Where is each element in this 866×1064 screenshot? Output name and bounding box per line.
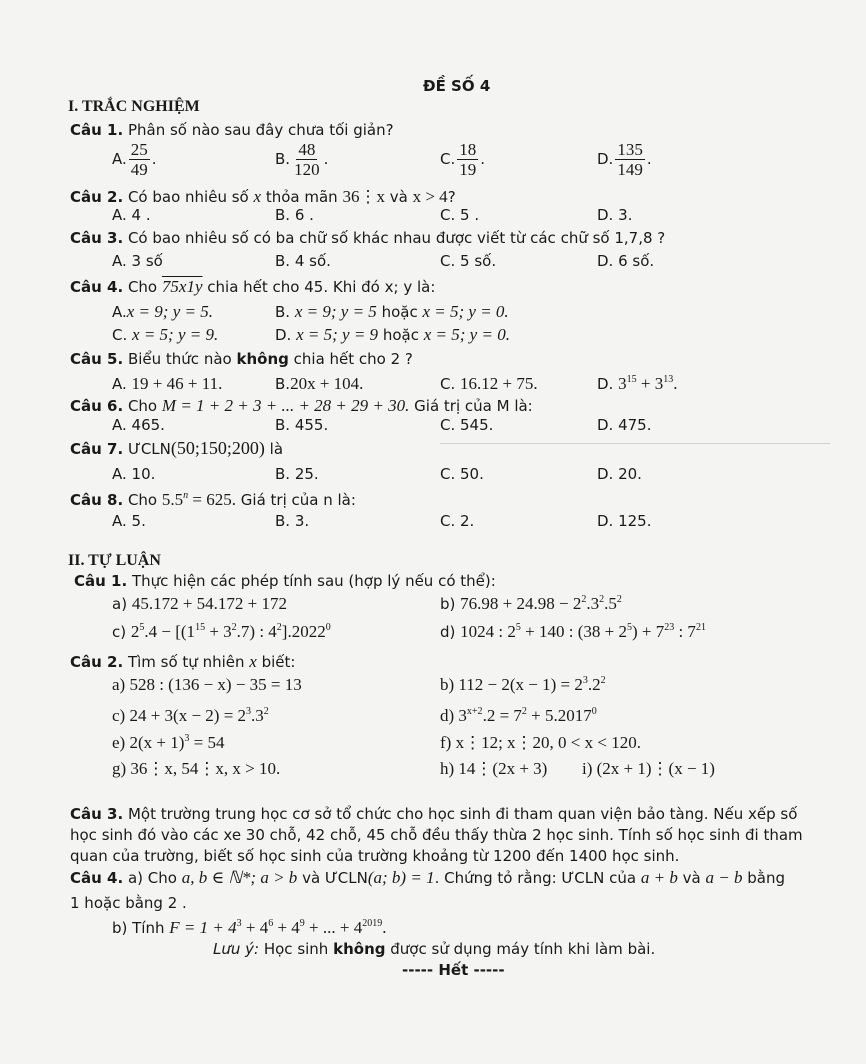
question-text: Một trường trung học cơ sở tổ chức cho học sinh đi tham quan viện bảo tàng. Nếu xếp số	[127, 805, 798, 823]
option-a: A. 5.	[112, 512, 146, 530]
condition: x > 4	[412, 187, 448, 206]
problem-2-f: f) x⋮12; x⋮20, 0 < x < 120.	[440, 733, 641, 752]
exponent: 0	[325, 622, 331, 633]
exponent: 2	[616, 594, 622, 605]
exponent: 9	[299, 918, 305, 929]
problem-4-line-2: 1 hoặc bằng 2 .	[70, 894, 187, 912]
expression: .2	[587, 675, 601, 694]
option-math: 20x + 104.	[290, 374, 364, 393]
section-multiple-choice: I. TRẮC NGHIỆM	[68, 98, 200, 115]
question-text: Cho	[127, 491, 158, 509]
question-text: thỏa mãn	[265, 188, 338, 206]
option-c: C. $\frac{18}{19}$ .	[440, 140, 486, 179]
option-c: C. 5 .	[440, 206, 480, 224]
question-text: Phân số nào sau đây chưa tối giản?	[127, 121, 394, 139]
expression: ].2022	[281, 622, 326, 641]
problem-3-line-2: học sinh đó vào các xe 30 chỗ, 42 chỗ, 45 chỗ đều thấy thừa 2 học sinh. Tính số học sinh đi tham	[70, 826, 803, 844]
expression: c) 24 + 3(x − 2) = 2	[112, 706, 247, 725]
expression: = 54	[189, 733, 225, 752]
expression: .4 − [(1	[144, 622, 196, 641]
problem-4	[70, 868, 785, 888]
problem-3	[70, 805, 797, 823]
exponent: 3	[236, 918, 242, 929]
option-d	[597, 374, 677, 394]
problem-1-d	[440, 622, 706, 642]
question-label: Câu 7.	[70, 440, 124, 458]
base: 3	[654, 374, 664, 393]
option-letter: B.	[275, 150, 291, 168]
faint-line	[440, 443, 830, 444]
question-5	[70, 350, 413, 368]
expression: d) 3	[440, 706, 467, 725]
expression: + ... + 4	[304, 918, 363, 937]
expression: + 4	[241, 918, 269, 937]
expression: 2	[130, 622, 140, 641]
exponent: 13	[663, 374, 674, 385]
question-label: Câu 1.	[70, 121, 124, 139]
option-letter: D.	[275, 326, 292, 344]
question-text: Giá trị của M là:	[414, 397, 533, 415]
question-text: và	[389, 188, 408, 206]
option-a: A. 10.	[112, 465, 156, 483]
question-label: Câu 2.	[70, 653, 124, 671]
option-b: B. 455.	[275, 416, 329, 434]
option-d: D. 475.	[597, 416, 652, 434]
base: 3	[618, 374, 627, 393]
option-c	[440, 374, 538, 394]
problem-1	[74, 572, 496, 590]
option-b: B. 3.	[275, 512, 310, 530]
variable: x	[249, 652, 257, 671]
option-letter: A.	[112, 150, 127, 168]
question-text: chia hết cho 45. Khi đó x; y là:	[207, 278, 436, 296]
expression: .3	[586, 594, 600, 613]
exponent: 15	[195, 622, 206, 633]
question-text: Giá trị của n là:	[240, 491, 356, 509]
option-math: x = 9; y = 5.	[126, 302, 213, 321]
option-d: D. 125.	[597, 512, 652, 530]
exponent: 6	[268, 918, 274, 929]
question-label: Câu 8.	[70, 491, 124, 509]
expression: 1024 : 2	[460, 622, 516, 641]
option-letter: B.	[275, 375, 291, 393]
exponent: 2	[599, 594, 605, 605]
page-title: ĐỀ SỐ 4	[423, 77, 491, 95]
expression: b) 112 − 2(x − 1) = 2	[440, 675, 583, 694]
part-label: d)	[440, 623, 456, 641]
denominator: 120	[294, 160, 320, 179]
option-b: B. 25.	[275, 465, 319, 483]
exponent: 5	[139, 622, 145, 633]
problem-1-c	[112, 622, 331, 642]
option-math: 19 + 46 + 11.	[131, 374, 223, 393]
period: .	[673, 374, 678, 393]
problem-2-i: i) (2x + 1)⋮(x − 1)	[582, 759, 715, 778]
question-1	[70, 121, 394, 139]
question-text: biết:	[261, 653, 296, 671]
expression: .5	[604, 594, 617, 613]
note-text: được sử dụng máy tính khi làm bài.	[390, 940, 656, 958]
expression: .2 = 7	[482, 706, 522, 725]
option-d	[275, 325, 510, 345]
exponent: 15	[626, 374, 637, 385]
option-text: hoặc	[381, 303, 418, 321]
option-math: x = 5; y = 9	[296, 325, 379, 344]
problem-2-a: a) 528 : (136 − x) − 35 = 13	[112, 675, 302, 694]
question-text: Cho	[127, 397, 158, 415]
end-marker: ----- Hết -----	[402, 961, 505, 979]
question-2	[70, 187, 456, 207]
question-label: Câu 2.	[70, 188, 124, 206]
question-6	[70, 396, 533, 416]
exponent: 5	[515, 622, 521, 633]
exponent: 0	[591, 706, 597, 717]
problem-2-h: h) 14⋮(2x + 3)	[440, 759, 548, 778]
expression: M = 1 + 2 + 3 + ... + 28 + 29 + 30.	[161, 396, 410, 415]
expression: (a; b) = 1	[367, 868, 435, 887]
fraction	[457, 140, 478, 179]
operator: +	[636, 374, 655, 393]
exponent: 5	[626, 622, 632, 633]
option-d: D. 20.	[597, 465, 642, 483]
part-label: a)	[112, 595, 128, 613]
problem-1-b	[440, 594, 622, 614]
option-math: x = 5; y = 0.	[423, 325, 510, 344]
question-label: Câu 1.	[74, 572, 128, 590]
question-label: Câu 4.	[70, 869, 124, 887]
note	[213, 940, 655, 958]
option-letter: A.	[112, 303, 127, 321]
question-7	[70, 438, 283, 459]
option-c: C. 50.	[440, 465, 484, 483]
question-text: ƯCLN	[127, 440, 171, 458]
option-c: C. 545.	[440, 416, 494, 434]
denominator: 49	[130, 160, 148, 179]
expression: .7) : 4	[236, 622, 277, 641]
note-emphasis: không	[333, 940, 386, 958]
expression: .3	[251, 706, 264, 725]
part-label: b)	[440, 595, 456, 613]
problem-3-line-3: quan của trường, biết số học sinh của trường khoảng từ 1200 đến 1400 học sinh.	[70, 847, 680, 865]
option-a	[112, 374, 222, 394]
question-text: là	[269, 440, 284, 458]
question-mark: ?	[447, 188, 456, 206]
question-3	[70, 229, 665, 247]
expression: + 3	[205, 622, 232, 641]
note-text: Học sinh	[259, 940, 329, 958]
exponent: 23	[664, 622, 675, 633]
question-text: Biểu thức nào	[127, 350, 232, 368]
fraction	[129, 140, 150, 179]
part-label: b) Tính	[112, 919, 165, 937]
question-text: Có bao nhiêu số	[127, 188, 249, 206]
question-text: Thực hiện các phép tính sau (hợp lý nếu có thể):	[131, 572, 496, 590]
number-overline: 75x1y	[161, 277, 203, 296]
exponent: n	[183, 490, 189, 501]
question-text: chia hết cho 2 ?	[293, 350, 413, 368]
option-d: D. 3.	[597, 206, 633, 224]
option-letter: C.	[440, 375, 456, 393]
exponent: 3	[184, 733, 190, 744]
option-letter: B.	[275, 303, 291, 321]
exponent: 21	[695, 622, 706, 633]
question-emphasis: không	[236, 350, 289, 368]
question-text: Cho	[127, 278, 158, 296]
section-essay: II. TỰ LUẬN	[68, 552, 161, 569]
option-letter: D.	[597, 150, 614, 168]
option-a: A. 4 .	[112, 206, 151, 224]
option-b	[275, 302, 509, 322]
exponent: 2	[581, 594, 587, 605]
fraction	[615, 140, 645, 179]
exponent: 2019	[362, 918, 383, 929]
expression: + 4	[273, 918, 300, 937]
exponent: 2	[263, 706, 269, 717]
question-text: Tìm số tự nhiên	[127, 653, 245, 671]
exponent: 2	[600, 675, 606, 686]
condition: 36⋮x	[342, 187, 385, 206]
expression: + 5.2017	[526, 706, 592, 725]
question-text: a) Cho	[127, 869, 177, 887]
expression: + 140 : (38 + 2	[520, 622, 627, 641]
option-letter: C.	[440, 150, 456, 168]
option-a: A. 465.	[112, 416, 165, 434]
exponent: 3	[246, 706, 252, 717]
question-text: Có bao nhiêu số có ba chữ số khác nhau được viết từ các chữ số 1,7,8 ?	[127, 229, 666, 247]
question-label: Câu 3.	[70, 805, 124, 823]
option-b: B. $\frac{48}{120}$ .	[275, 140, 329, 179]
denominator: 19	[459, 160, 477, 179]
option-letter: C.	[112, 326, 128, 344]
problem-2-c	[112, 706, 269, 726]
problem-1-a	[112, 594, 287, 614]
option-math: x = 5; y = 9.	[132, 325, 219, 344]
option-math: 16.12 + 75.	[460, 374, 538, 393]
option-math: x = 5; y = 0.	[422, 302, 509, 321]
exponent: 2	[521, 706, 527, 717]
problem-2-e	[112, 733, 224, 753]
numerator: 135	[617, 140, 643, 159]
problem-2-b	[440, 675, 606, 695]
part-label: c)	[112, 623, 127, 641]
expression: 45.172 + 54.172 + 172	[131, 594, 288, 613]
option-d: D. 6 số.	[597, 252, 655, 270]
question-text: và ƯCLN	[302, 869, 368, 887]
question-label: Câu 3.	[70, 229, 124, 247]
question-text: bằng	[747, 869, 785, 887]
question-text: . Chứng tỏ rằng: ƯCLN của	[434, 869, 637, 887]
variable: x	[253, 187, 262, 206]
option-b: B. 4 số.	[275, 252, 331, 270]
option-b: B. 6 .	[275, 206, 314, 224]
question-label: Câu 5.	[70, 350, 124, 368]
expression: ) + 7	[631, 622, 665, 641]
expression: .	[382, 918, 387, 937]
option-c: C. 2.	[440, 512, 475, 530]
question-4	[70, 277, 435, 297]
question-label: Câu 4.	[70, 278, 124, 296]
option-letter: D.	[597, 375, 614, 393]
expression: : 7	[674, 622, 696, 641]
problem-4-b	[112, 918, 386, 938]
question-label: Câu 6.	[70, 397, 124, 415]
expression: F = 1 + 4	[169, 918, 237, 937]
expression: 5.5	[161, 490, 184, 509]
expression: a − b	[705, 868, 743, 887]
exponent: 2	[276, 622, 282, 633]
problem-2	[70, 652, 295, 672]
expression: = 625.	[188, 490, 236, 509]
option-a: A. 3 số	[112, 252, 163, 270]
option-d: D. $\frac{135}{149}$ .	[597, 140, 652, 179]
expression: a, b ∈ ℕ*; a > b	[181, 868, 298, 887]
expression: 76.98 + 24.98 − 2	[460, 594, 582, 613]
problem-2-d	[440, 706, 597, 726]
option-a: A. $\frac{25}{49}$ .	[112, 140, 157, 179]
exponent: x+2	[466, 706, 483, 717]
option-math: x = 9; y = 5	[294, 302, 377, 321]
numerator: 48	[298, 140, 316, 159]
exponent: 3	[582, 675, 588, 686]
expression: e) 2(x + 1)	[112, 733, 185, 752]
exponent: 2	[231, 622, 237, 633]
fraction	[292, 140, 322, 179]
option-c	[112, 325, 218, 345]
option-a	[112, 302, 213, 322]
numerator: 25	[130, 140, 148, 159]
expression: (50;150;200)	[170, 438, 265, 458]
option-c: C. 5 số.	[440, 252, 497, 270]
problem-2-g: g) 36⋮x, 54⋮x, x > 10.	[112, 759, 281, 778]
numerator: 18	[459, 140, 477, 159]
question-text: và	[682, 869, 701, 887]
option-b	[275, 374, 363, 394]
denominator: 149	[617, 160, 643, 179]
question-8	[70, 490, 356, 510]
expression: a + b	[640, 868, 678, 887]
note-label: Lưu ý:	[213, 940, 260, 958]
option-text: hoặc	[382, 326, 419, 344]
option-letter: A.	[112, 375, 127, 393]
